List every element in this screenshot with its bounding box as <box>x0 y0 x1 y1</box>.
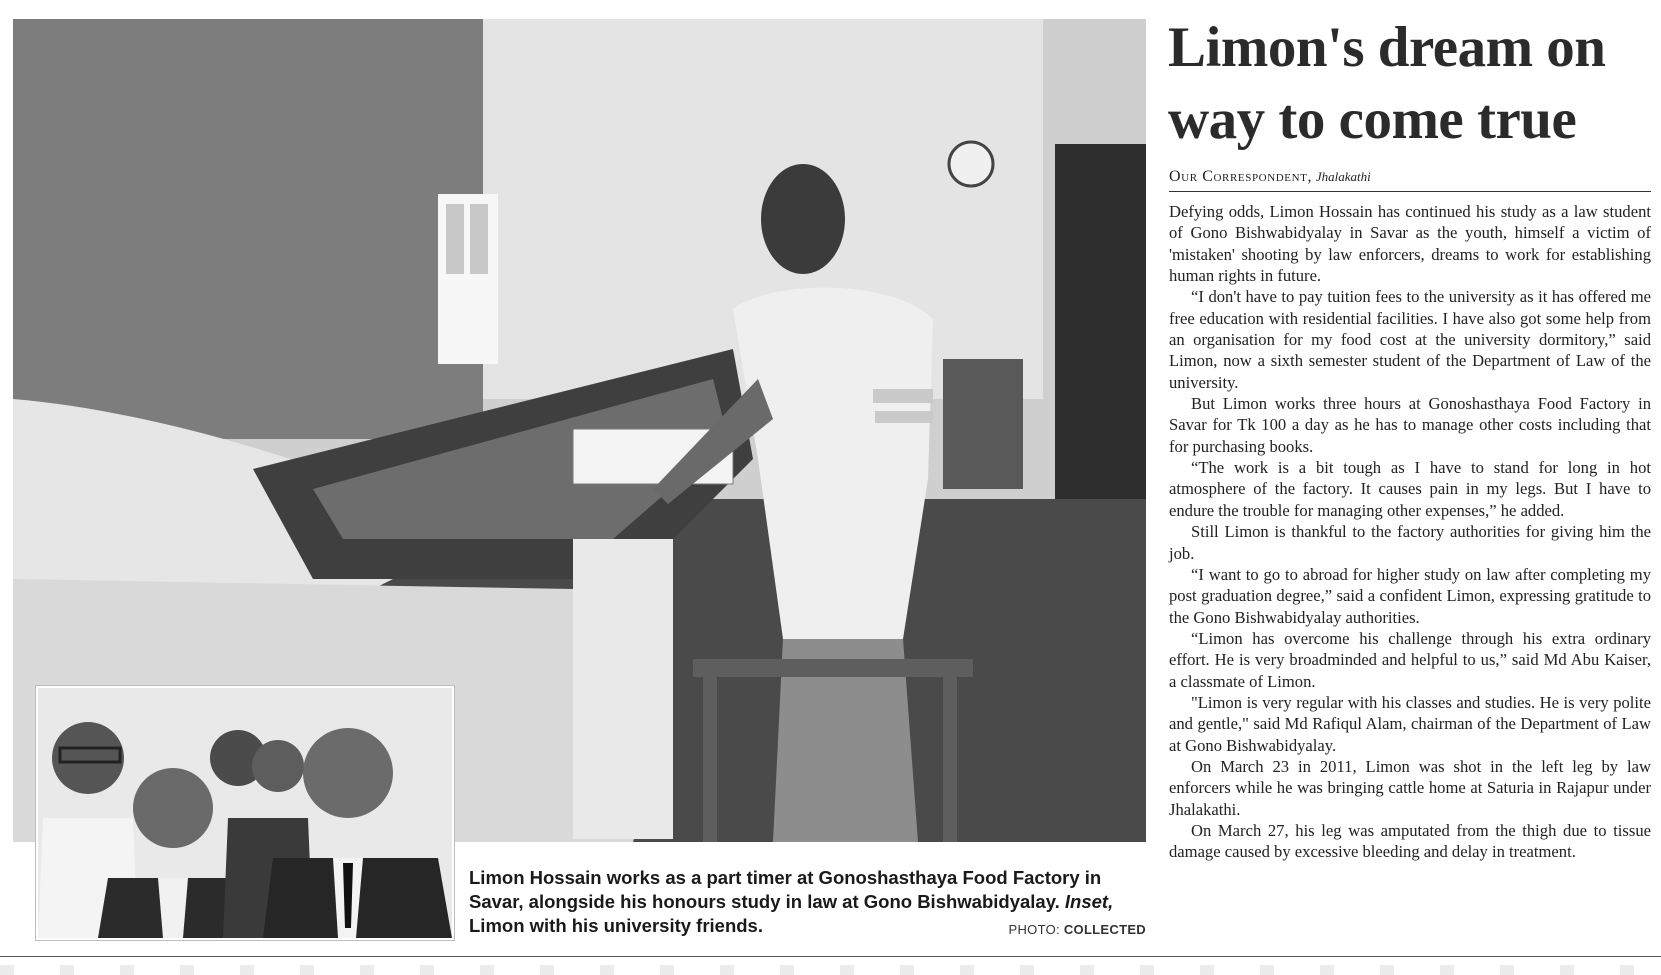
byline-role: Our Correspondent, <box>1169 168 1313 185</box>
caption-inset-label: Inset, <box>1064 891 1114 912</box>
inset-photo <box>36 686 454 940</box>
paragraph: “I don't have to pay tuition fees to the university as it has offered me free education with residential facilities. I have also got some help from an organisation for my food cost at the university dormitory,” said Limon, now a sixth semester student of the Department of Law of the university. <box>1169 287 1651 392</box>
paragraph: “The work is a bit tough as I have to stand for long in hot atmosphere of the factory. It causes pain in my legs. But I have to endure the trouble for managing other expenses,” he added. <box>1169 458 1651 520</box>
paragraph: “Limon has overcome his challenge through his extra ordinary effort. He is very broadminded and helpful to us,” said Md Abu Kaiser, a classmate of Limon. <box>1169 628 1651 691</box>
article-headline <box>1168 12 1660 156</box>
friends-group-illustration <box>38 688 452 938</box>
next-article-edge <box>0 965 1661 975</box>
paragraph: "Limon is very regular with his classes and studies. He is very polite and gentle," said Md Rafiqul Alam, chairman of the Department of Law at Gono Bishwabidyalay. <box>1169 692 1651 755</box>
byline-place: Jhalakathi <box>1315 169 1371 184</box>
paragraph: On March 27, his leg was amputated from the thigh due to tissue damage caused by excessive bleeding and delay in treatment. <box>1169 820 1651 862</box>
paragraph: Still Limon is thankful to the factory authorities for giving him the job. <box>1169 522 1651 563</box>
caption-inset-text: Limon with his university friends. <box>469 915 763 936</box>
byline <box>1169 168 1651 192</box>
paragraph: On March 23 in 2011, Limon was shot in the left leg by law enforcers while he was bringing cattle home at Saturia in Rajapur under Jhalakathi. <box>1169 756 1651 819</box>
paragraph: But Limon works three hours at Gonoshasthaya Food Factory in Savar for Tk 100 a day as he has to manage other costs including that for purchasing books. <box>1169 394 1651 456</box>
headline-line-1: Limon's dream on <box>1168 16 1606 79</box>
page-divider <box>0 956 1661 957</box>
headline-line-2: way to come true <box>1168 88 1577 151</box>
article-body <box>1169 201 1651 863</box>
paragraph: Defying odds, Limon Hossain has continued his study as a law student of Gono Bishwabidyalay in Savar as the youth, himself a victim of 'mistaken' shooting by law enforcers, dreams to work for establishing human rights in future. <box>1169 202 1651 286</box>
caption-main-text: Limon Hossain works as a part timer at Gonoshasthaya Food Factory in Savar, alongside his honours study in law at Gono Bishwabidyalay. <box>469 867 1102 912</box>
photo-credit-label: PHOTO: <box>1008 922 1060 937</box>
paragraph: “I want to go to abroad for higher study on law after completing my post graduation degree,” said a confident Limon, expressing gratitude to the Gono Bishwabidyalay authorities. <box>1169 564 1651 627</box>
photo-credit <box>1009 922 1146 937</box>
photo-credit-source: COLLECTED <box>1063 922 1146 937</box>
